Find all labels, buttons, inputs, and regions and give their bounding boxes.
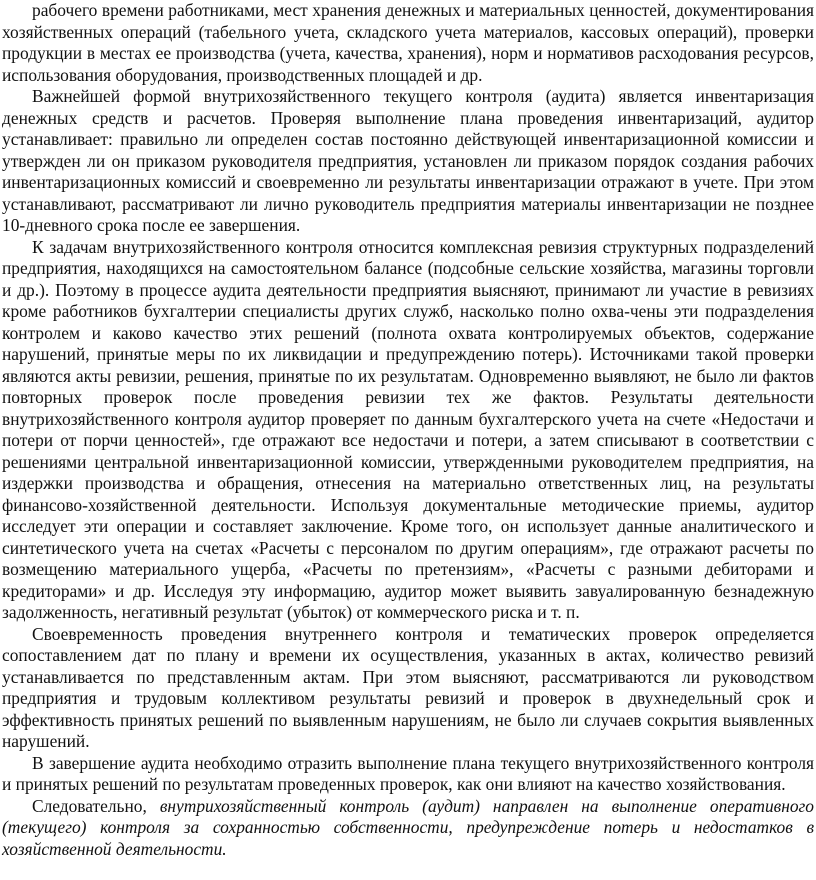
paragraph-audit-tasks: К задачам внутрихозяйственного контроля относится комплексная ревизия структурных подразделений предприятия, находящихся на самостоятельном балансе (подсобные сельские хозяйства, магазины торговли и др.). Поэтому в процессе аудита деятельности предприятия выясняют, принимают ли участие в ревизиях кроме работников бухгалтерии специалисты других служб, насколько полно охва-чены эти подразделения контролем и каково качество этих решений (полнота охвата контролируемых объектов, содержание нарушений, принятые меры по их ликвидации и предупреждению потерь). Источниками такой проверки являются акты ревизии, решения, принятые по их результатам. Одновременно выявляют, не было ли фактов повторных проверок после проведения ревизии тех же фактов. Результаты деятельности внутрихозяйственного контроля аудитор проверяет по данным бухгалтерского учета на счете «Недостачи и потери от порчи ценностей», где отражают все недостачи и потери, а затем списывают в соответствии с решениями центральной инвентаризационной комиссии, утвержденными руководителем предприятия, на издержки производства и обращения, отнесения на материально ответственных лиц, на результаты финансово-хозяйственной деятельности. Используя документальные методические приемы, аудитор исследует эти операции и составляет заключение. Кроме того, он использует данные аналитического и синтетического учета на счетах «Расчеты с персоналом по другим операциям», где отражают расчеты по возмещению материального ущерба, «Расчеты по претензиям», «Расчеты с разными дебиторами и кредиторами» и др. Исследуя эту информацию, аудитор может выявить завуалированную безнадежную задолженность, негативный результат (убыток) от коммерческого риска и т. п. xyxy=(2,236,814,622)
summary-italic-text: внутрихозяйственный контроль (аудит) направлен на выполнение оперативного (текущего) контроля за сохранностью собственности, предупреждение потерь и недостатков в хозяйственной деятельности. xyxy=(2,795,814,859)
paragraph-timeliness: Своевременность проведения внутреннего контроля и тематических проверок определяется сопоставлением дат по плану и времени их осуществления, указанных в актах, количество ревизий устанавливается по представленным актам. При этом выясняют, рассматриваются ли руководством предприятия и трудовым коллективом результаты ревизий и проверок в двухнедельный срок и эффективность принятых решений по выявленным нарушениям, не было ли случаев сокрытия выявленных нарушений. xyxy=(2,623,814,751)
paragraph-inventory: Важнейшей формой внутрихозяйственного текущего контроля (аудита) является инвентаризация денежных средств и расчетов. Проверяя выполнение плана проведения инвентаризаций, аудитор устанавливает: правильно ли определен состав постоянно действующей инвентаризационной комиссии и утвержден ли он приказом руководителя предприятия, установлен ли приказом порядок создания рабочих инвентаризационных комиссий и своевременно ли результаты инвентаризации отражают в учете. При этом устанавливают, рассматривают ли лично руководитель предприятия материалы инвентаризации не позднее 10-дневного срока после ее завершения. xyxy=(2,86,814,235)
paragraph-continuation: рабочего времени работниками, мест хранения денежных и материальных ценностей, документирования хозяйственных операций (табельного учета, складского учета материалов, кассовых операций), проверки продукции в местах ее производства (учета, качества, хранения), норм и нормативов расходования ресурсов, использования оборудования, производственных площадей и др. xyxy=(2,0,814,85)
summary-lead-text: Следовательно, xyxy=(32,795,147,816)
paragraph-summary xyxy=(2,796,814,861)
paragraph-conclusion: В завершение аудита необходимо отразить выполнение плана текущего внутрихозяйственного контроля и принятых решений по результатам проведенных проверок, как они влияют на качество хозяйствования. xyxy=(2,752,814,794)
